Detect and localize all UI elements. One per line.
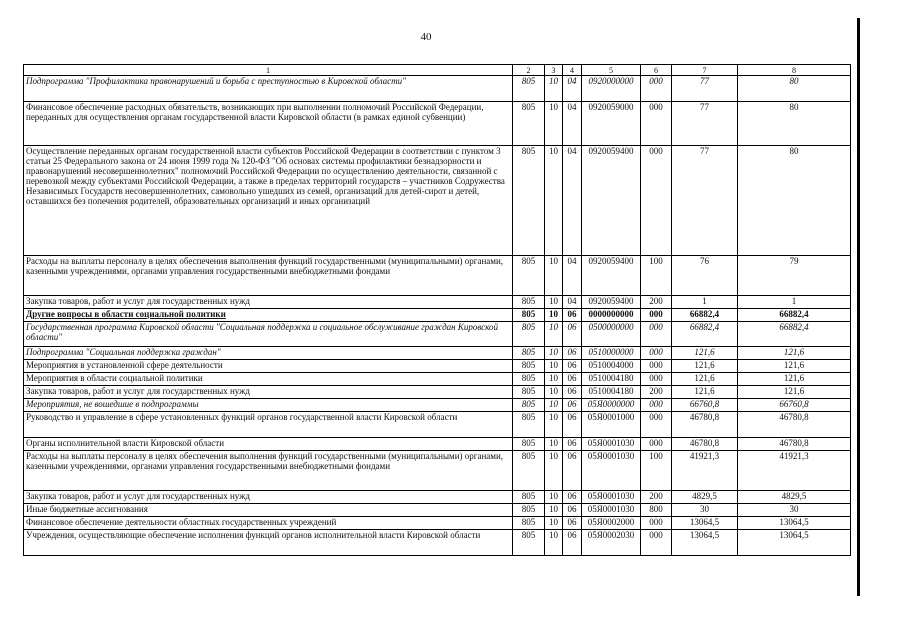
amount-2016: 66760,8 bbox=[672, 399, 738, 412]
subsection-code: 04 bbox=[563, 256, 582, 296]
row-name: Руководство и управление в сфере установленных функций органов государственной власти Кировской области bbox=[24, 412, 513, 438]
section-code: 10 bbox=[545, 309, 563, 322]
expense-type: 100 bbox=[641, 451, 672, 491]
table-row bbox=[24, 76, 851, 102]
amount-2016: 4829,5 bbox=[672, 491, 738, 504]
header-cell-4: 4 bbox=[563, 65, 582, 76]
amount-2016: 76 bbox=[672, 256, 738, 296]
amount-2017: 13064,5 bbox=[738, 530, 851, 556]
table-row bbox=[24, 256, 851, 296]
expense-type: 000 bbox=[641, 102, 672, 146]
target-article: 05Я0002000 bbox=[582, 517, 641, 530]
target-article: 0920000000 bbox=[582, 76, 641, 102]
subsection-code: 06 bbox=[563, 386, 582, 399]
row-name: Органы исполнительной власти Кировской области bbox=[24, 438, 513, 451]
row-name: Закупка товаров, работ и услуг для государственных нужд bbox=[24, 296, 513, 309]
ministry-code: 805 bbox=[513, 102, 545, 146]
target-article: 0510004000 bbox=[582, 360, 641, 373]
table-body bbox=[24, 65, 851, 556]
amount-2016: 121,6 bbox=[672, 360, 738, 373]
subsection-code: 06 bbox=[563, 347, 582, 360]
amount-2017: 66882,4 bbox=[738, 309, 851, 322]
amount-2017: 66882,4 bbox=[738, 322, 851, 347]
ministry-code: 805 bbox=[513, 491, 545, 504]
target-article: 0920059000 bbox=[582, 102, 641, 146]
amount-2016: 121,6 bbox=[672, 386, 738, 399]
amount-2017: 1 bbox=[738, 296, 851, 309]
row-name: Мероприятия в установленной сфере деятельности bbox=[24, 360, 513, 373]
table-row bbox=[24, 373, 851, 386]
subsection-code: 06 bbox=[563, 309, 582, 322]
section-code: 10 bbox=[545, 296, 563, 309]
table-row bbox=[24, 399, 851, 412]
expense-type: 000 bbox=[641, 438, 672, 451]
ministry-code: 805 bbox=[513, 373, 545, 386]
expense-type: 200 bbox=[641, 386, 672, 399]
section-code: 10 bbox=[545, 412, 563, 438]
expense-type: 000 bbox=[641, 146, 672, 256]
expense-type: 000 bbox=[641, 399, 672, 412]
row-name: Закупка товаров, работ и услуг для государственных нужд bbox=[24, 386, 513, 399]
amount-2017: 121,6 bbox=[738, 373, 851, 386]
table-row bbox=[24, 491, 851, 504]
ministry-code: 805 bbox=[513, 322, 545, 347]
expense-type: 000 bbox=[641, 530, 672, 556]
target-article: 0920059400 bbox=[582, 296, 641, 309]
expense-type: 000 bbox=[641, 412, 672, 438]
target-article: 05Я0001000 bbox=[582, 412, 641, 438]
section-code: 10 bbox=[545, 146, 563, 256]
amount-2017: 13064,5 bbox=[738, 517, 851, 530]
section-code: 10 bbox=[545, 347, 563, 360]
section-code: 10 bbox=[545, 491, 563, 504]
row-name: Другие вопросы в области социальной политики bbox=[24, 309, 513, 322]
expense-type: 000 bbox=[641, 360, 672, 373]
expense-type: 000 bbox=[641, 373, 672, 386]
table-row bbox=[24, 322, 851, 347]
section-code: 10 bbox=[545, 76, 563, 102]
target-article: 05Я0001030 bbox=[582, 438, 641, 451]
row-name: Подпрограмма "Профилактика правонарушений и борьба с преступностью в Кировской области" bbox=[24, 76, 513, 102]
subsection-code: 04 bbox=[563, 146, 582, 256]
target-article: 0500000000 bbox=[582, 322, 641, 347]
section-code: 10 bbox=[545, 530, 563, 556]
amount-2017: 80 bbox=[738, 146, 851, 256]
table-row bbox=[24, 530, 851, 556]
target-article: 05Я0001030 bbox=[582, 451, 641, 491]
amount-2017: 46780,8 bbox=[738, 438, 851, 451]
row-name: Финансовое обеспечение расходных обязательств, возникающих при выполнении полномочий Российской Федерации, переданных для осуществления органам государственной власти Кировской области (в рамках единой субвенции) bbox=[24, 102, 513, 146]
amount-2017: 66760,8 bbox=[738, 399, 851, 412]
section-code: 10 bbox=[545, 438, 563, 451]
subsection-code: 06 bbox=[563, 322, 582, 347]
target-article: 0920059400 bbox=[582, 256, 641, 296]
expense-type: 000 bbox=[641, 76, 672, 102]
page-number: 40 bbox=[420, 31, 432, 43]
section-code: 10 bbox=[545, 360, 563, 373]
table-row bbox=[24, 438, 851, 451]
amount-2017: 41921,3 bbox=[738, 451, 851, 491]
section-code: 10 bbox=[545, 322, 563, 347]
target-article: 0510000000 bbox=[582, 347, 641, 360]
subsection-code: 04 bbox=[563, 76, 582, 102]
target-article: 0000000000 bbox=[582, 309, 641, 322]
amount-2016: 121,6 bbox=[672, 347, 738, 360]
margin-bar bbox=[857, 18, 860, 596]
amount-2017: 4829,5 bbox=[738, 491, 851, 504]
amount-2016: 1 bbox=[672, 296, 738, 309]
amount-2016: 30 bbox=[672, 504, 738, 517]
subsection-code: 06 bbox=[563, 373, 582, 386]
table-row bbox=[24, 386, 851, 399]
section-code: 10 bbox=[545, 256, 563, 296]
ministry-code: 805 bbox=[513, 517, 545, 530]
subsection-code: 06 bbox=[563, 438, 582, 451]
amount-2016: 77 bbox=[672, 146, 738, 256]
ministry-code: 805 bbox=[513, 360, 545, 373]
subsection-code: 04 bbox=[563, 102, 582, 146]
budget-table bbox=[23, 64, 851, 556]
subsection-code: 06 bbox=[563, 517, 582, 530]
header-cell-6: 6 bbox=[641, 65, 672, 76]
amount-2016: 121,6 bbox=[672, 373, 738, 386]
section-code: 10 bbox=[545, 386, 563, 399]
row-name: Учреждения, осуществляющие обеспечение исполнения функций органов исполнительной власти Кировской области bbox=[24, 530, 513, 556]
target-article: 05Я0002030 bbox=[582, 530, 641, 556]
ministry-code: 805 bbox=[513, 296, 545, 309]
row-name: Расходы на выплаты персоналу в целях обеспечения выполнения функций государственными (муниципальными) органами, казенными учреждениями, органами управления государственными внебюджетными фондами bbox=[24, 451, 513, 491]
row-name: Закупка товаров, работ и услуг для государственных нужд bbox=[24, 491, 513, 504]
table-row bbox=[24, 309, 851, 322]
subsection-code: 06 bbox=[563, 399, 582, 412]
amount-2017: 80 bbox=[738, 102, 851, 146]
row-name: Расходы на выплаты персоналу в целях обеспечения выполнения функций государственными (муниципальными) органами, казенными учреждениями, органами управления государственными внебюджетными фондами bbox=[24, 256, 513, 296]
target-article: 0510004180 bbox=[582, 386, 641, 399]
expense-type: 000 bbox=[641, 517, 672, 530]
section-code: 10 bbox=[545, 451, 563, 491]
ministry-code: 805 bbox=[513, 530, 545, 556]
amount-2017: 121,6 bbox=[738, 347, 851, 360]
table-row bbox=[24, 347, 851, 360]
ministry-code: 805 bbox=[513, 386, 545, 399]
ministry-code: 805 bbox=[513, 504, 545, 517]
target-article: 05Я0001030 bbox=[582, 504, 641, 517]
table-row bbox=[24, 504, 851, 517]
ministry-code: 805 bbox=[513, 399, 545, 412]
amount-2016: 13064,5 bbox=[672, 517, 738, 530]
amount-2017: 121,6 bbox=[738, 386, 851, 399]
section-code: 10 bbox=[545, 373, 563, 386]
subsection-code: 06 bbox=[563, 412, 582, 438]
ministry-code: 805 bbox=[513, 76, 545, 102]
target-article: 05Я0000000 bbox=[582, 399, 641, 412]
amount-2016: 46780,8 bbox=[672, 438, 738, 451]
subsection-code: 06 bbox=[563, 530, 582, 556]
section-code: 10 bbox=[545, 504, 563, 517]
ministry-code: 805 bbox=[513, 412, 545, 438]
target-article: 05Я0001030 bbox=[582, 491, 641, 504]
ministry-code: 805 bbox=[513, 347, 545, 360]
header-cell-1: 1 bbox=[24, 65, 513, 76]
amount-2016: 13064,5 bbox=[672, 530, 738, 556]
target-article: 0510004180 bbox=[582, 373, 641, 386]
expense-type: 200 bbox=[641, 296, 672, 309]
header-cell-3: 3 bbox=[545, 65, 563, 76]
ministry-code: 805 bbox=[513, 309, 545, 322]
subsection-code: 06 bbox=[563, 504, 582, 517]
expense-type: 000 bbox=[641, 309, 672, 322]
subsection-code: 06 bbox=[563, 360, 582, 373]
row-name: Подпрограмма "Социальная поддержка граждан" bbox=[24, 347, 513, 360]
ministry-code: 805 bbox=[513, 256, 545, 296]
row-name: Мероприятия в области социальной политики bbox=[24, 373, 513, 386]
row-name: Финансовое обеспечение деятельности областных государственных учреждений bbox=[24, 517, 513, 530]
amount-2017: 121,6 bbox=[738, 360, 851, 373]
section-code: 10 bbox=[545, 517, 563, 530]
header-cell-7: 7 bbox=[672, 65, 738, 76]
ministry-code: 805 bbox=[513, 451, 545, 491]
table-row bbox=[24, 412, 851, 438]
header-row bbox=[24, 65, 851, 76]
expense-type: 100 bbox=[641, 256, 672, 296]
target-article: 0920059400 bbox=[582, 146, 641, 256]
amount-2016: 46780,8 bbox=[672, 412, 738, 438]
table-row bbox=[24, 146, 851, 256]
ministry-code: 805 bbox=[513, 146, 545, 256]
table-row bbox=[24, 517, 851, 530]
expense-type: 000 bbox=[641, 322, 672, 347]
row-name: Мероприятия, не вошедшие в подпрограммы bbox=[24, 399, 513, 412]
subsection-code: 06 bbox=[563, 491, 582, 504]
section-code: 10 bbox=[545, 399, 563, 412]
ministry-code: 805 bbox=[513, 438, 545, 451]
amount-2016: 77 bbox=[672, 76, 738, 102]
section-code: 10 bbox=[545, 102, 563, 146]
expense-type: 200 bbox=[641, 491, 672, 504]
amount-2016: 41921,3 bbox=[672, 451, 738, 491]
table-row bbox=[24, 360, 851, 373]
table-row bbox=[24, 296, 851, 309]
amount-2017: 30 bbox=[738, 504, 851, 517]
subsection-code: 04 bbox=[563, 296, 582, 309]
expense-type: 000 bbox=[641, 347, 672, 360]
header-cell-8: 8 bbox=[738, 65, 851, 76]
table-row bbox=[24, 451, 851, 491]
table-row bbox=[24, 102, 851, 146]
row-name: Осуществление переданных органам государственной власти субъектов Российской Федерации в соответствии с пунктом 3 статьи 25 Федерального закона от 24 июня 1999 года № 120-ФЗ "Об основах системы профилактики безнадзорности и правонарушений несовершеннолетних" полномочий Российской Федерации по осуществлению деятельности, связанной с перевозкой между субъектами Российской Федерации, а также в пределах территорий государств – участников Содружества Независимых Государств несовершеннолетних, самовольно ушедших из семей, организаций для детей-сирот и детей, оставшихся без попечения родителей, образовательных организаций и иных организаций bbox=[24, 146, 513, 256]
amount-2017: 79 bbox=[738, 256, 851, 296]
amount-2017: 46780,8 bbox=[738, 412, 851, 438]
header-cell-5: 5 bbox=[582, 65, 641, 76]
row-name: Иные бюджетные ассигнования bbox=[24, 504, 513, 517]
header-cell-2: 2 bbox=[513, 65, 545, 76]
subsection-code: 06 bbox=[563, 451, 582, 491]
amount-2017: 80 bbox=[738, 76, 851, 102]
amount-2016: 66882,4 bbox=[672, 322, 738, 347]
amount-2016: 66882,4 bbox=[672, 309, 738, 322]
row-name: Государственная программа Кировской области "Социальная поддержка и социальное обслуживание граждан Кировской области" bbox=[24, 322, 513, 347]
expense-type: 800 bbox=[641, 504, 672, 517]
amount-2016: 77 bbox=[672, 102, 738, 146]
